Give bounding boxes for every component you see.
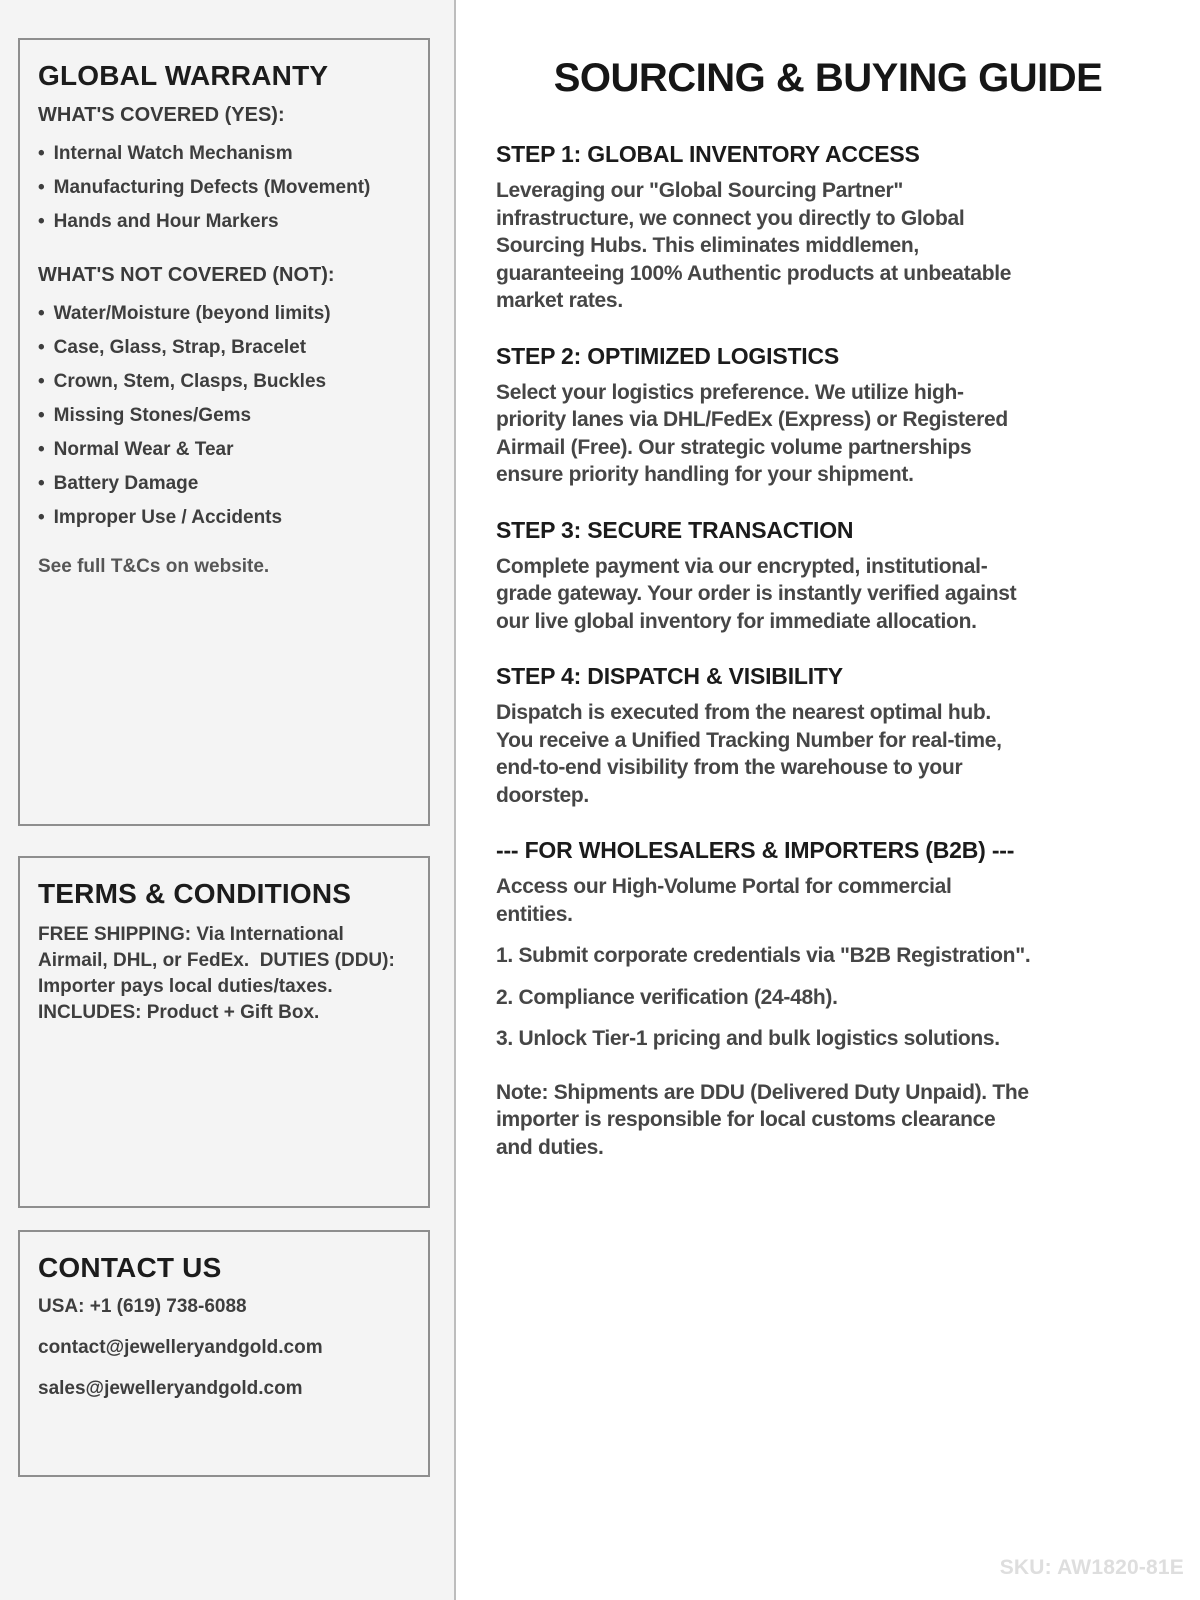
ddu-note: Note: Shipments are DDU (Delivered Duty Unpaid). The importer is responsible for local customs clearance and duties. <box>496 1080 1029 1159</box>
list-item-label: Internal Watch Mechanism <box>53 143 293 164</box>
section-paragraph: Leveraging our "Global Sourcing Partner" infrastructure, we connect you directly to Global Sourcing Hubs. This eliminates middlemen, guaranteeing 100% Authentic products at unbeatable market rates. <box>496 179 1012 312</box>
bullet-icon: • <box>38 177 45 198</box>
list-item-label: Missing Stones/Gems <box>53 405 252 426</box>
bullet-icon: • <box>38 507 45 528</box>
list-item-label: Hands and Hour Markers <box>53 211 279 232</box>
section-heading: STEP 1: GLOBAL INVENTORY ACCESS <box>496 141 920 167</box>
list-item-label: Water/Moisture (beyond limits) <box>53 303 331 324</box>
sidebar <box>0 0 456 1600</box>
list-item <box>38 405 410 426</box>
bullet-icon: • <box>38 405 45 426</box>
list-item-label: Improper Use / Accidents <box>53 507 283 528</box>
section-heading: --- FOR WHOLESALERS & IMPORTERS (B2B) --- <box>496 837 1015 863</box>
contact-title: CONTACT US <box>38 1252 222 1283</box>
section-step-3 <box>496 517 1160 636</box>
b2b-step-3: 3. Unlock Tier-1 pricing and bulk logistics solutions. <box>496 1027 1000 1050</box>
contact-email: contact@jewelleryandgold.com <box>38 1337 323 1358</box>
list-item <box>38 439 410 460</box>
bullet-icon: • <box>38 303 45 324</box>
list-item <box>38 143 410 164</box>
b2b-step-1: 1. Submit corporate credentials via "B2B Registration". <box>496 944 1031 967</box>
bullet-icon: • <box>38 439 45 460</box>
list-item-label: Crown, Stem, Clasps, Buckles <box>53 371 327 392</box>
bullet-icon: • <box>38 371 45 392</box>
section-heading: STEP 4: DISPATCH & VISIBILITY <box>496 663 843 689</box>
section-paragraph: Dispatch is executed from the nearest optimal hub. You receive a Unified Tracking Number for real-time, end-to-end visibility from the warehouse to your doorstep. <box>496 701 1002 807</box>
terms-title: TERMS & CONDITIONS <box>38 878 352 909</box>
section-paragraph: Complete payment via our encrypted, institutional-grade gateway. Your order is instantly verified against our live global inventory for immediate allocation. <box>496 554 1017 633</box>
list-item-label: Normal Wear & Tear <box>53 439 234 460</box>
sales-email: sales@jewelleryandgold.com <box>38 1378 303 1399</box>
not-covered-list <box>38 303 410 528</box>
warranty-footnote: See full T&Cs on website. <box>38 556 270 577</box>
list-item <box>38 473 410 494</box>
warranty-panel <box>18 38 430 826</box>
contact-phone: USA: +1 (619) 738-6088 <box>38 1296 247 1317</box>
list-item <box>38 211 410 232</box>
not-covered-title: WHAT'S NOT COVERED (NOT): <box>38 264 335 286</box>
covered-title: WHAT'S COVERED (YES): <box>38 104 285 126</box>
bullet-icon: • <box>38 473 45 494</box>
bullet-icon: • <box>38 143 45 164</box>
list-item-label: Manufacturing Defects (Movement) <box>53 177 371 198</box>
sku-label: SKU: AW1820-81E <box>999 1556 1184 1579</box>
main-content <box>456 0 1200 1600</box>
list-item-label: Case, Glass, Strap, Bracelet <box>53 337 307 358</box>
section-step-2 <box>496 343 1160 489</box>
section-heading: STEP 3: SECURE TRANSACTION <box>496 516 854 543</box>
list-item-label: Battery Damage <box>53 473 199 494</box>
section-heading: STEP 2: OPTIMIZED LOGISTICS <box>496 342 840 369</box>
list-item <box>38 507 410 528</box>
list-item <box>38 303 410 324</box>
section-paragraph: Access our High-Volume Portal for commercial entities. <box>496 875 952 926</box>
bullet-icon: • <box>38 211 45 232</box>
section-paragraph: Select your logistics preference. We utilize high-priority lanes via DHL/FedEx (Express) or Registered Airmail (Free). Our strategic volume partnerships ensure priority handling for your shipment. <box>496 380 1008 486</box>
contact-panel <box>18 1230 430 1477</box>
page-title: SOURCING & BUYING GUIDE <box>553 56 1103 100</box>
terms-body: FREE SHIPPING: Via International Airmail, DHL, or FedEx. DUTIES (DDU): Importer pays local duties/taxes. INCLUDES: Product + Gift Box. <box>38 924 401 1023</box>
bullet-icon: • <box>38 337 45 358</box>
b2b-step-2: 2. Compliance verification (24-48h). <box>496 985 838 1009</box>
list-item <box>38 337 410 358</box>
section-step-1 <box>496 141 1160 315</box>
section-b2b <box>496 837 1160 1161</box>
list-item <box>38 177 410 198</box>
terms-panel <box>18 856 430 1208</box>
section-step-4 <box>496 663 1160 809</box>
covered-list <box>38 143 410 232</box>
list-item <box>38 371 410 392</box>
warranty-title: GLOBAL WARRANTY <box>38 60 329 91</box>
